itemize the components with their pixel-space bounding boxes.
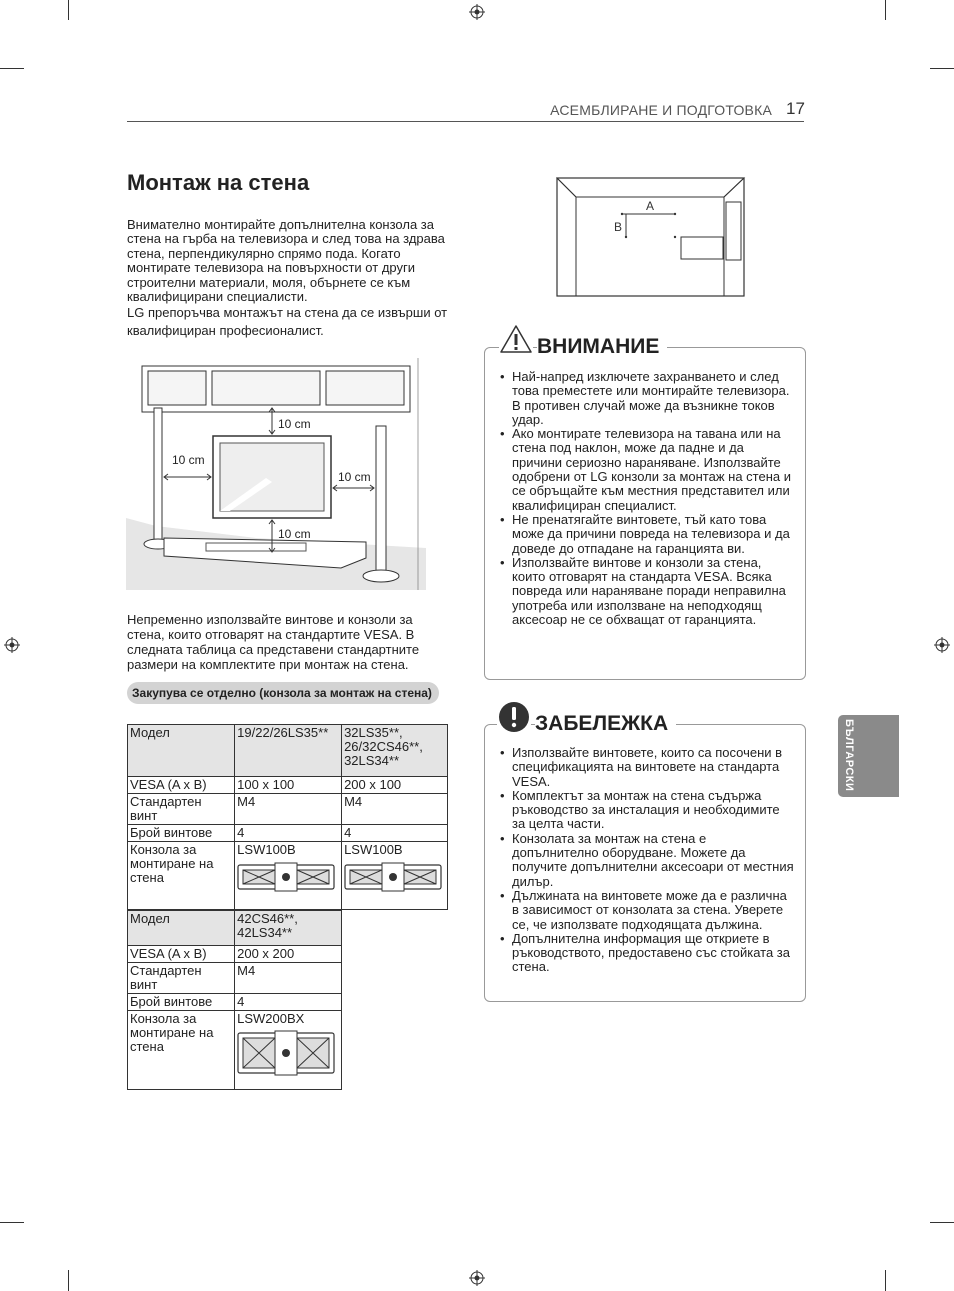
caution-title: ВНИМАНИЕ <box>537 335 667 359</box>
crop-mark <box>885 1270 886 1291</box>
list-item: • Използвайте винтове и конзоли за стена, които отговарят на стандарта VESA. Всяка повреда или нараняване поради неправилна употреба или използване на неподходящ аксесоар не се обхващат от гаранцията. <box>498 556 794 627</box>
table-cell: M4 <box>342 794 448 825</box>
table-cell <box>342 842 448 910</box>
table-cell <box>235 842 342 910</box>
table-row <box>128 1011 342 1090</box>
dimension-a-label: A <box>646 199 655 213</box>
page-number: 17 <box>786 99 805 118</box>
note-title: ЗАБЕЛЕЖКА <box>535 712 676 736</box>
table-cell: M4 <box>235 963 342 994</box>
intro-paragraph <box>127 218 452 340</box>
exclamation-icon <box>497 700 531 734</box>
vesa-spec-table-1 <box>127 724 448 910</box>
caution-box <box>484 335 806 680</box>
table-row <box>128 994 342 1011</box>
table-cell: 32LS35**, 26/32CS46**, 32LS34** <box>342 725 448 777</box>
bracket-model: LSW100B <box>344 842 403 857</box>
caution-list <box>498 370 794 627</box>
crop-mark <box>930 68 954 69</box>
table-cell: Конзола за монтиране на стена <box>128 1011 235 1090</box>
header-divider <box>127 121 804 122</box>
vesa-spec-table-2 <box>127 910 342 1090</box>
table-cell: 42CS46**, 42LS34** <box>235 911 342 946</box>
table-cell: VESA (A x B) <box>128 777 235 794</box>
crop-mark <box>0 1222 24 1223</box>
table-cell: 4 <box>342 825 448 842</box>
warning-triangle-icon <box>499 324 533 354</box>
crop-mark <box>930 1222 954 1223</box>
wall-mount-clearance-diagram <box>126 358 426 590</box>
registration-mark-icon <box>934 637 950 653</box>
table-cell: M4 <box>235 794 342 825</box>
table-row <box>128 842 448 910</box>
top-clearance-label: 10 cm <box>278 417 311 431</box>
table-cell: Стандартен винт <box>128 794 235 825</box>
table-cell: 19/22/26LS35** <box>235 725 342 777</box>
table-row <box>128 777 448 794</box>
bracket-model: LSW200BX <box>237 1011 305 1026</box>
table-cell: 4 <box>235 825 342 842</box>
table-row <box>128 963 342 994</box>
purchase-separately-badge: Закупува се отделно (конзола за монтаж на стена) <box>127 682 439 704</box>
language-tab <box>838 715 899 797</box>
table-cell: 100 x 100 <box>235 777 342 794</box>
registration-mark-icon <box>4 637 20 653</box>
table-row <box>128 825 448 842</box>
left-clearance-label: 10 cm <box>172 453 205 467</box>
table-cell: 200 x 100 <box>342 777 448 794</box>
table-cell: Брой винтове <box>128 994 235 1011</box>
table-cell: Модел <box>128 911 235 946</box>
page-title: Монтаж на стена <box>127 170 310 195</box>
list-item: • Конзолата за монтаж на стена е допълнително оборудване. Можете да получите допълнителни аксесоари от местния дилър. <box>498 832 794 889</box>
wall-bracket-image <box>237 1030 335 1076</box>
table-row <box>128 946 342 963</box>
bottom-clearance-label: 10 cm <box>278 527 311 541</box>
vesa-paragraph: Непременно използвайте винтове и конзоли за стена, които отговарят на стандартите VESA. В следната таблица са представени стандартните размери на комплектите при монтаж на стена. <box>127 612 420 672</box>
wall-bracket-image <box>237 861 335 893</box>
table-cell: VESA (A x B) <box>128 946 235 963</box>
table-cell: Стандартен винт <box>128 963 235 994</box>
table-row <box>128 725 448 777</box>
list-item: • Комплектът за монтаж на стена съдържа ръководство за инсталация и необходимите за целта части. <box>498 789 794 832</box>
table-cell: Брой винтове <box>128 825 235 842</box>
right-clearance-label: 10 cm <box>338 470 371 484</box>
crop-mark <box>68 0 69 20</box>
crop-mark <box>0 68 24 69</box>
crop-mark <box>68 1270 69 1291</box>
note-list <box>498 746 794 975</box>
note-box <box>484 712 806 1002</box>
table-cell: 200 x 200 <box>235 946 342 963</box>
list-item: • Използвайте винтовете, които са посочени в спецификацията на винтовете на стандарта VESA. <box>498 746 794 789</box>
list-item: • Не пренатягайте винтовете, тъй като това може да причини повреда на телевизора и да доведе до отпадане на гаранцията ви. <box>498 513 794 556</box>
table-row <box>128 911 342 946</box>
language-tab-label: БЪЛГАРСКИ <box>843 719 855 792</box>
registration-mark-icon <box>469 4 485 20</box>
list-item: • Най-напред изключете захранването и след това преместете или монтирайте телевизора. В противен случай може да възникне токов удар. <box>498 370 794 427</box>
table-cell: Модел <box>128 725 235 777</box>
bracket-model: LSW100B <box>237 842 296 857</box>
list-item: • Дължината на винтовете може да е различна в зависимост от конзолата за стена. Уверете се, че използвате подходящата дължина. <box>498 889 794 932</box>
crop-mark <box>885 0 886 20</box>
intro-text: Внимателно монтирайте допълнителна конзола за стена на гърба на телевизора и след това на здрава стена, перпендикулярно спрямо пода. Когато монтирате телевизора на повърхности от други строителни материали, моля, обърнете се към квалифицирани специалисти. <box>127 217 445 305</box>
wall-bracket-image <box>344 861 442 893</box>
table-cell: 4 <box>235 994 342 1011</box>
tv-back-vesa-diagram <box>556 177 746 298</box>
table-cell: Конзола за монтиране на стена <box>128 842 235 910</box>
table-row <box>128 794 448 825</box>
section-header: АСЕМБЛИРАНЕ И ПОДГОТОВКА <box>550 102 772 118</box>
dimension-b-label: B <box>614 220 623 234</box>
intro-text-recommendation: LG препоръчва монтажът на стена да се извърши от квалифициран професионалист. <box>127 305 448 339</box>
table-cell <box>235 1011 342 1090</box>
list-item: • Допълнителна информация ще откриете в ръководството, предоставено със стойката за стена. <box>498 932 794 975</box>
registration-mark-icon <box>469 1270 485 1286</box>
list-item: • Ако монтирате телевизора на тавана или на стена под наклон, може да падне и да причини сериозно нараняване. Използвайте одобрени от LG конзоли за монтаж на стена и се обръщайте към местния представител или квалифициран специалист. <box>498 427 794 513</box>
